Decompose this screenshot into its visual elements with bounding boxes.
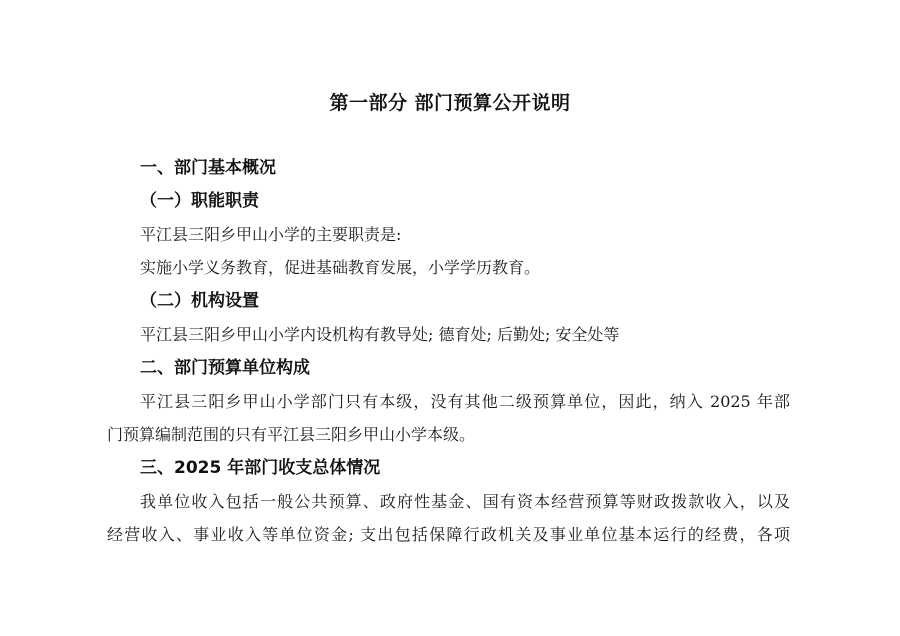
section-heading-2: 二、部门预算单位构成	[140, 358, 310, 378]
page-title: 第一部分 部门预算公开说明	[329, 92, 571, 114]
section-heading-3: 三、2025 年部门收支总体情况	[140, 458, 381, 478]
paragraph-budget-units-line-1: 平江县三阳乡甲山小学部门只有本级，没有其他二级预算单位，因此，纳入 2025 年部	[140, 392, 790, 411]
paragraph-revenue-line-1: 我单位收入包括一般公共预算、政府性基金、国有资本经营预算等财政拨款收入，以及	[140, 492, 790, 511]
paragraph-budget-units-line-2: 门预算编制范围的只有平江县三阳乡甲山小学本级。	[107, 425, 476, 444]
paragraph-revenue-line-2: 经营收入、事业收入等单位资金; 支出包括保障行政机关及事业单位基本运行的经费，各项	[107, 525, 790, 544]
subsection-heading-organization: （二）机构设置	[140, 291, 259, 311]
paragraph-organization: 平江县三阳乡甲山小学内设机构有教导处; 德育处; 后勤处; 安全处等	[140, 325, 620, 344]
section-heading-1: 一、部门基本概况	[140, 158, 276, 178]
paragraph-duties-detail: 实施小学义务教育，促进基础教育发展，小学学历教育。	[140, 258, 541, 277]
paragraph-duties-intro: 平江县三阳乡甲山小学的主要职责是:	[140, 225, 402, 244]
subsection-heading-duties: （一）职能职责	[140, 191, 259, 211]
